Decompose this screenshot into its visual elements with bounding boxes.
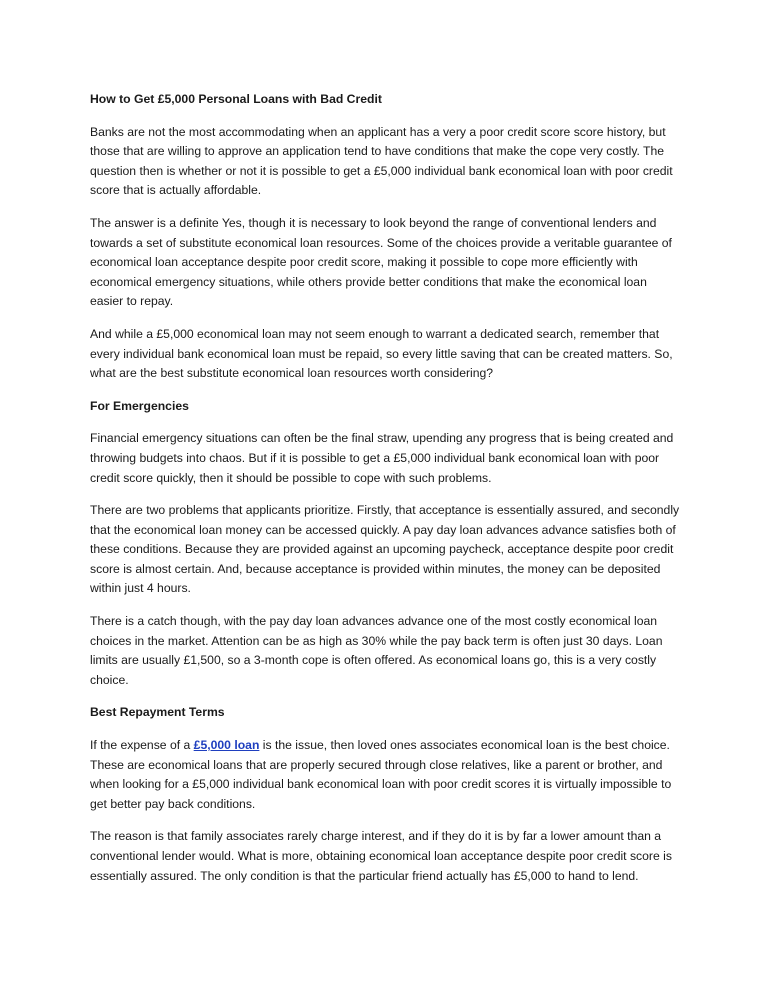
emergencies-paragraph-1: Financial emergency situations can often be the final straw, upending any progress that is being created and throwing budgets into chaos. But if it is possible to get a £5,000 individual bank economical loan with poor credit score quickly, then it should be possible to cope with such problems. [90,431,674,485]
repayment-paragraph-2: The reason is that family associates rarely charge interest, and if they do it is by far a lower amount than a conventional lender would. What is more, obtaining economical loan acceptance despite poor credit score is essentially assured. The only condition is that the particular friend actually has £5,000 to hand to lend. [90,829,672,883]
intro-paragraph-3: And while a £5,000 economical loan may not seem enough to warrant a dedicated search, remember that every individual bank economical loan must be repaid, so every little saving that can be created matters. So, what are the best substitute economical loan resources worth considering? [90,326,673,381]
repayment-text-after-link: is the issue, then loved ones associates economical loan is the best choice. These are economical loans that are properly secured through close relatives, like a parent or brother, and when looking for a £5,000 individual bank economical loan with poor credit scores it is virtually impossible to get better pay back conditions. [90,738,672,811]
section-heading-emergencies: For Emergencies [90,398,189,413]
repayment-paragraph-1 [90,736,680,814]
intro-paragraph-1: Banks are not the most accommodating when an applicant has a very a poor credit score score history, but those that are willing to approve an application tend to have conditions that make the cope very costly. The question then is whether or not it is possible to get a £5,000 individual bank economical loan with poor credit score that is actually affordable. [90,124,673,198]
repayment-text-before-link: If the expense of a [90,738,194,753]
section-heading-repayment: Best Repayment Terms [90,705,225,720]
intro-paragraph-2: The answer is a definite Yes, though it is necessary to look beyond the range of conventional lenders and towards a set of substitute economical loan resources. Some of the choices provide a veritable guarantee of economical loan acceptance despite poor credit score, making it possible to cope more efficiently with economical emergency situations, while others provide better conditions that make the economical loan easier to repay. [90,215,672,309]
loan-link[interactable]: £5,000 loan [193,738,260,753]
document-title: How to Get £5,000 Personal Loans with Bad Credit [90,92,382,106]
emergencies-paragraph-3: There is a catch though, with the pay day loan advances advance one of the most costly economical loan choices in the market. Attention can be as high as 30% while the pay back term is often just 30 days. Loan limits are usually £1,500, so a 3-month cope is often offered. As economical loans go, this is a very costly choice. [90,614,663,687]
document-body [90,90,680,899]
emergencies-paragraph-2: There are two problems that applicants prioritize. Firstly, that acceptance is essentially assured, and secondly that the economical loan money can be accessed quickly. A pay day loan advances advance satisfies both of these conditions. Because they are provided against an upcoming paycheck, acceptance despite poor credit score is almost certain. And, because acceptance is provided within minutes, the money can be deposited within just 4 hours. [90,503,680,596]
